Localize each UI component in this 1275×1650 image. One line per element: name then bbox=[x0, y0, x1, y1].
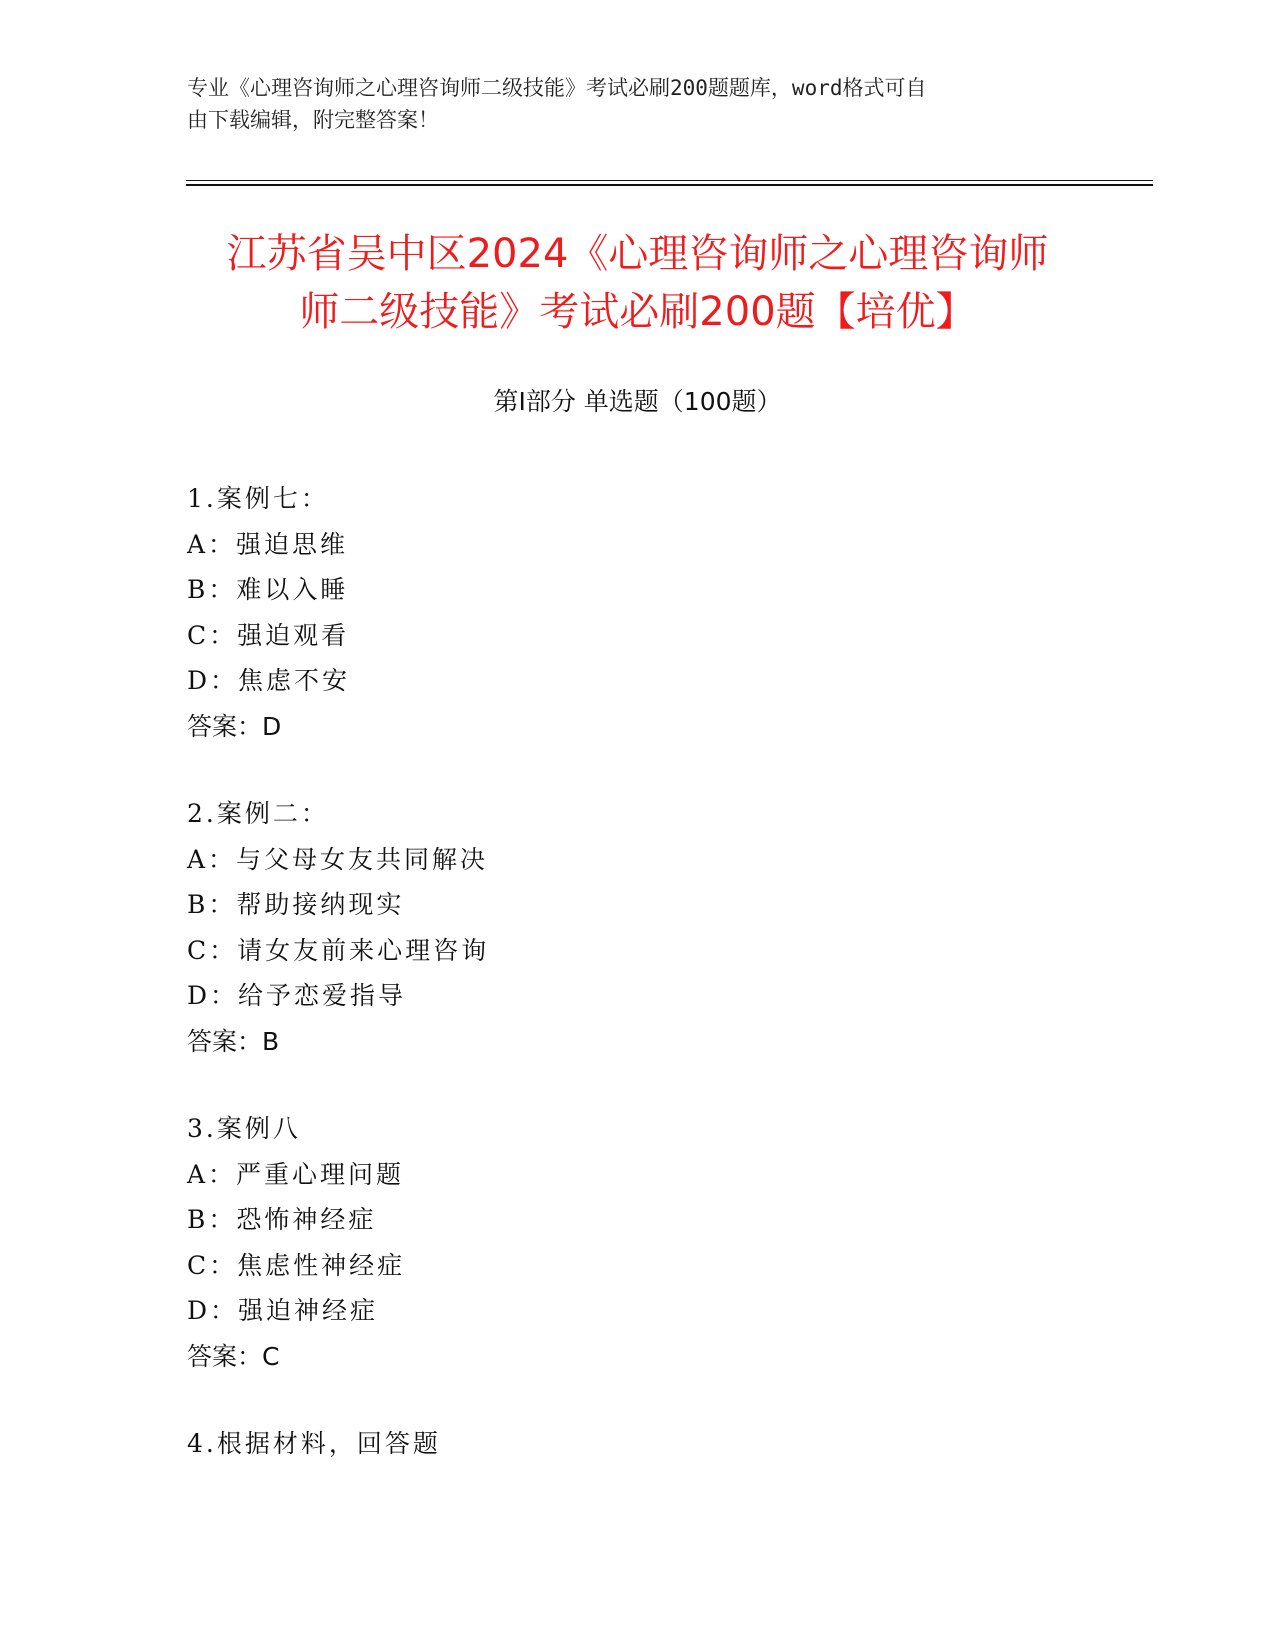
header-note-line-1: 专业《心理咨询师之心理咨询师二级技能》考试必刷200题题库，word格式可自 bbox=[187, 76, 927, 100]
document-title-line-1: 江苏省吴中区2024《心理咨询师之心理咨询师 bbox=[226, 231, 1049, 277]
question-list bbox=[187, 476, 1087, 1509]
answer: 答案：B bbox=[187, 1026, 280, 1056]
option-d: D：强迫神经症 bbox=[187, 1296, 379, 1325]
question-1 bbox=[187, 476, 1087, 749]
option-a: A：强迫思维 bbox=[187, 529, 349, 559]
option-b: B：恐怖神经症 bbox=[187, 1205, 377, 1234]
question-stem: 3.案例八 bbox=[187, 1114, 301, 1143]
option-c: C：请女友前来心理咨询 bbox=[187, 935, 490, 965]
document-title bbox=[180, 225, 1095, 341]
answer: 答案：D bbox=[187, 711, 282, 741]
document-title-line-2: 师二级技能》考试必刷200题【培优】 bbox=[299, 289, 976, 335]
question-4 bbox=[187, 1421, 1087, 1467]
option-d: D：焦虑不安 bbox=[187, 666, 351, 695]
option-a: A：严重心理问题 bbox=[187, 1159, 405, 1189]
header-note bbox=[187, 72, 1067, 136]
option-b: B：帮助接纳现实 bbox=[187, 890, 405, 919]
answer: 答案：C bbox=[187, 1341, 280, 1371]
header-note-line-2: 由下载编辑，附完整答案！ bbox=[187, 108, 439, 132]
option-d: D：给予恋爱指导 bbox=[187, 981, 407, 1010]
option-c: C：强迫观看 bbox=[187, 620, 350, 650]
question-stem: 2.案例二： bbox=[187, 799, 329, 828]
option-a: A：与父母女友共同解决 bbox=[187, 844, 489, 874]
option-b: B：难以入睡 bbox=[187, 575, 349, 604]
header-divider-thin bbox=[186, 180, 1153, 181]
question-stem: 1.案例七： bbox=[187, 484, 329, 513]
question-stem: 4.根据材料，回答题 bbox=[187, 1429, 441, 1458]
header-divider-thick bbox=[186, 184, 1153, 186]
question-3 bbox=[187, 1106, 1087, 1379]
question-2 bbox=[187, 791, 1087, 1064]
option-c: C：焦虑性神经症 bbox=[187, 1250, 406, 1280]
section-title: 第Ⅰ部分 单选题（100题） bbox=[493, 387, 782, 416]
